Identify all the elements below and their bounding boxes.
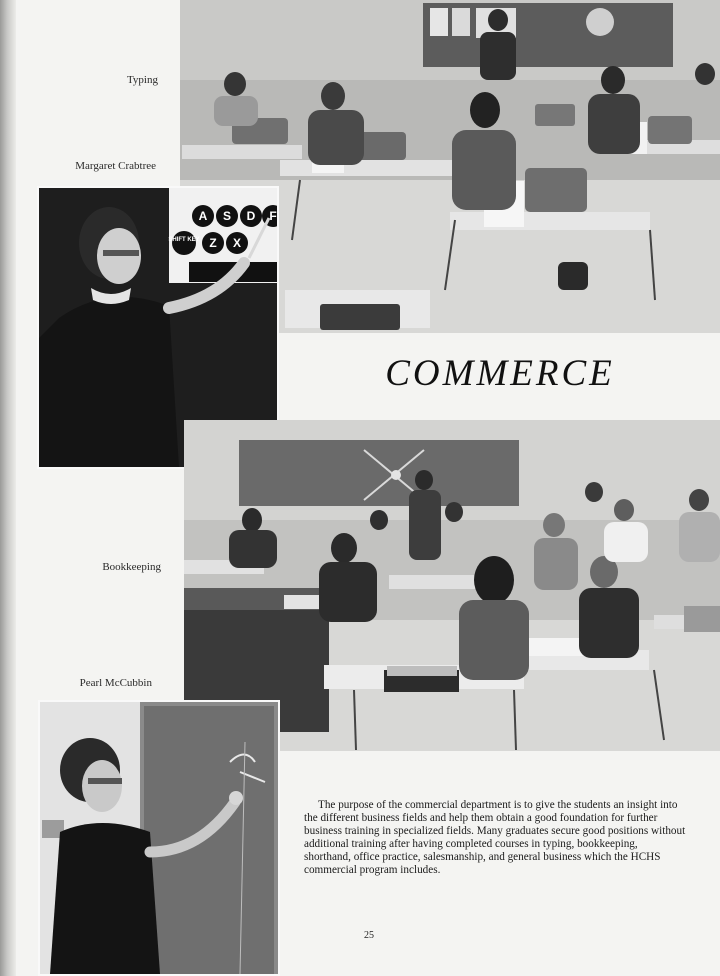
shift-key-label: SHIFT KEY xyxy=(168,237,200,243)
caption-teacher-crabtree: Margaret Crabtree xyxy=(75,160,156,172)
key-x: X xyxy=(232,236,242,250)
page-number: 25 xyxy=(364,930,374,941)
key-a: A xyxy=(198,209,208,223)
body-paragraph: The purpose of the commercial department is to give the students an insight into the different business fields and help them obtain a good foundation for further business training in specialized fields. Many graduates secure good positions without additional training after having completed courses in typing, bookkeeping, shorthand, office practice, salesmanship, and general business which the HCHS commercial program includes. xyxy=(304,799,686,876)
key-z: Z xyxy=(209,236,217,250)
key-f: F xyxy=(269,209,277,223)
teacher-mccubbin-photo xyxy=(38,700,280,976)
caption-teacher-mccubbin: Pearl McCubbin xyxy=(79,677,152,689)
key-s: S xyxy=(222,209,232,223)
caption-typing: Typing xyxy=(126,74,158,86)
key-d: D xyxy=(246,209,256,223)
page-binding-shadow xyxy=(0,0,16,976)
caption-bookkeeping: Bookkeeping xyxy=(102,561,161,573)
section-heading: COMMERCE xyxy=(385,353,615,394)
